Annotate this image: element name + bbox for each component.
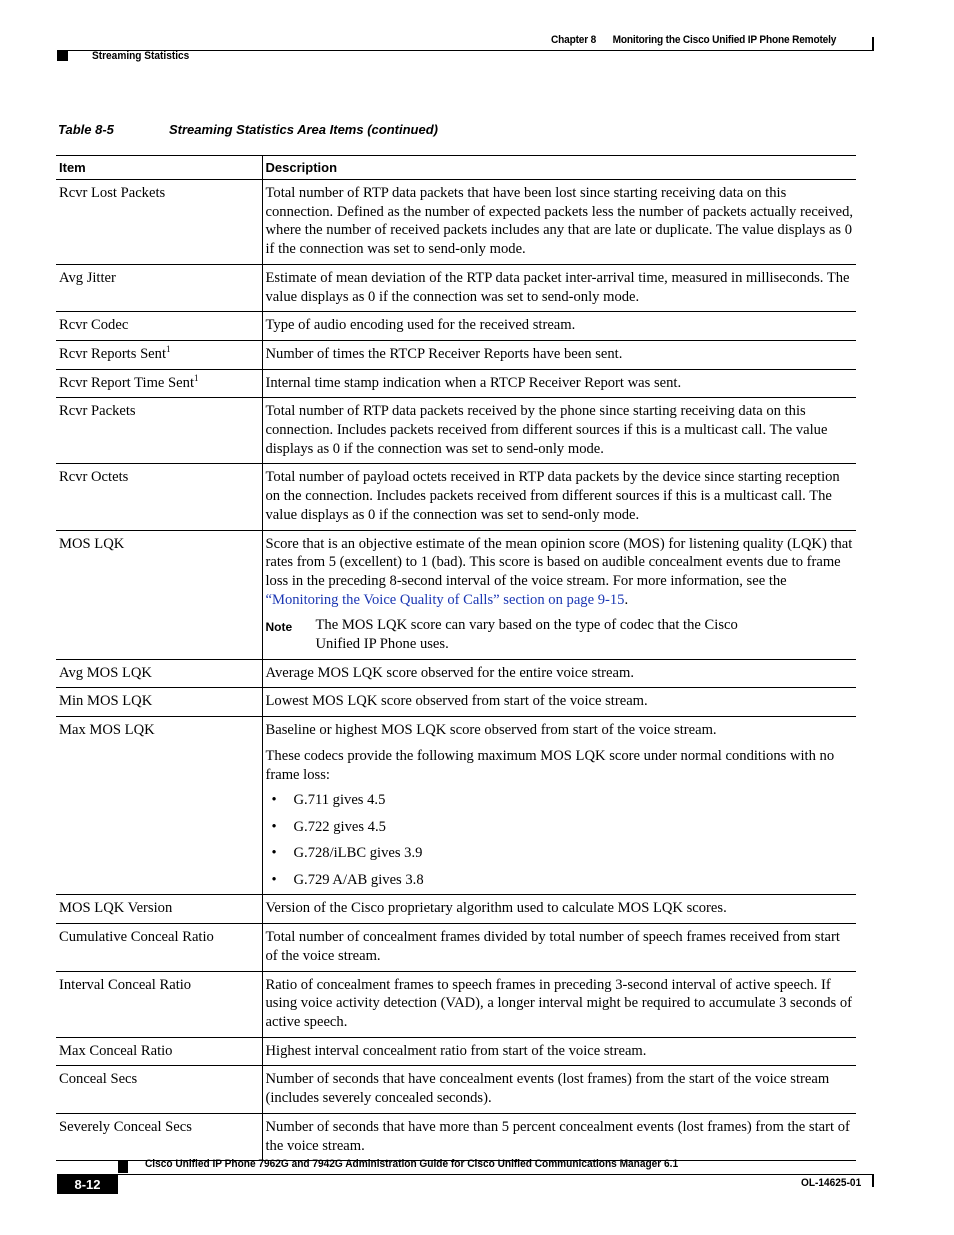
row-description: Number of seconds that have concealment events (lost frames) from the start of the voice stream (includes severely concealed seconds). [262, 1066, 856, 1113]
streaming-stats-table [56, 155, 856, 1161]
row-item [56, 340, 262, 369]
bullet-icon: • [271, 792, 277, 809]
header-bar [872, 37, 874, 50]
row-item: Rcvr Octets [56, 464, 262, 530]
list-item [266, 844, 855, 863]
row-text: Score that is an objective estimate of the mean opinion score (MOS) for listening quality (LQK) that rates from 5 (excellent) to 1 (bad). This score is based on audible concealment events due to frame loss in the preceding 8-second interval of the voice stream. For more information, see the [265, 535, 853, 589]
row-description: Number of times the RTCP Receiver Reports have been sent. [262, 340, 856, 369]
row-item-label: Rcvr Reports Sent [59, 345, 167, 362]
row-text-end: . [624, 591, 629, 608]
row-item: Min MOS LQK [56, 688, 262, 717]
column-header-description: Description [262, 156, 856, 180]
table-caption [58, 122, 438, 137]
row-description: Total number of RTP data packets received by the phone since starting receiving data on this connection. Includes packets received from different sources if this is a multicast call. The value displays as 0 if the connection was set to send-only mode. [262, 398, 856, 464]
note-label: Note [265, 620, 293, 635]
list-item-text: G.728/iLBC gives 3.9 [293, 845, 423, 862]
row-description [262, 717, 856, 895]
row-item: Rcvr Lost Packets [56, 180, 262, 265]
footer-block [118, 1161, 128, 1173]
footer-rule [118, 1174, 874, 1175]
table-number: Table 8-5 [58, 122, 114, 137]
table-row [56, 895, 856, 924]
footer-title: Cisco Unified IP Phone 7962G and 7942G Administration Guide for Cisco Unified Communications Manager 6.1 [145, 1158, 679, 1170]
row-description: Number of seconds that have more than 5 percent concealment events (lost frames) from the start of the voice stream. [262, 1113, 856, 1160]
table-row [56, 1037, 856, 1066]
list-item [266, 871, 855, 890]
column-header-item: Item [56, 156, 262, 180]
row-paragraph [266, 535, 855, 610]
table-header-row [56, 156, 856, 180]
list-item-text: G.722 gives 4.5 [293, 818, 386, 835]
row-description: Average MOS LQK score observed for the entire voice stream. [262, 659, 856, 688]
table-row [56, 180, 856, 265]
document-id: OL-14625-01 [801, 1177, 862, 1189]
row-item: Rcvr Packets [56, 398, 262, 464]
table-row [56, 1113, 856, 1160]
list-item [266, 818, 855, 837]
row-item: MOS LQK [56, 530, 262, 659]
header-block [57, 50, 68, 61]
row-item: Interval Conceal Ratio [56, 971, 262, 1037]
row-paragraph: Baseline or highest MOS LQK score observed from start of the voice stream. [265, 722, 717, 739]
row-description: Type of audio encoding used for the received stream. [262, 312, 856, 341]
table-row [56, 312, 856, 341]
table-row [56, 659, 856, 688]
note-text: The MOS LQK score can vary based on the type of codec that the Cisco Unified IP Phone uses. [315, 617, 738, 653]
chapter-header [551, 34, 836, 46]
row-description: Ratio of concealment frames to speech frames in preceding 3-second interval of active speech. If using voice activity detection (VAD), a longer interval might be required to accumulate 3 seconds of active speech. [262, 971, 856, 1037]
row-description: Total number of concealment frames divided by total number of speech frames received from start of the voice stream. [262, 924, 856, 971]
table-row [56, 340, 856, 369]
bullet-icon: • [271, 845, 277, 862]
section-header: Streaming Statistics [92, 50, 190, 62]
row-item [56, 369, 262, 398]
table-row [56, 717, 856, 895]
table-row [56, 264, 856, 311]
list-item-text: G.729 A/AB gives 3.8 [293, 871, 424, 888]
table-row [56, 530, 856, 659]
row-item: Max MOS LQK [56, 717, 262, 895]
footnote-marker: 1 [194, 372, 199, 383]
bullet-icon: • [271, 871, 277, 888]
row-description: Total number of RTP data packets that have been lost since starting receiving data on this connection. Defined as the number of expected packets less the number of packets actually received, where the number of received packets includes any that are late or duplicate. The value displays as 0 if the connection was set to send-only mode. [262, 180, 856, 265]
table-row [56, 398, 856, 464]
row-paragraph: These codecs provide the following maximum MOS LQK score under normal conditions with no frame loss: [265, 747, 835, 783]
table-row [56, 1066, 856, 1113]
row-description: Total number of payload octets received in RTP data packets by the device since starting reception on the connection. Includes packets received from different sources if this is a multicast call. The value displays as 0 if the connection was set to send-only mode. [262, 464, 856, 530]
row-description: Internal time stamp indication when a RTCP Receiver Report was sent. [262, 369, 856, 398]
row-item: Max Conceal Ratio [56, 1037, 262, 1066]
row-description [262, 530, 856, 659]
row-description: Lowest MOS LQK score observed from start of the voice stream. [262, 688, 856, 717]
row-item-label: Rcvr Report Time Sent [59, 374, 194, 391]
row-item: Conceal Secs [56, 1066, 262, 1113]
table-row [56, 369, 856, 398]
bullet-icon: • [271, 818, 277, 835]
codec-list [266, 791, 855, 889]
table-title: Streaming Statistics Area Items (continued) [169, 122, 438, 137]
table-row [56, 971, 856, 1037]
row-item: Rcvr Codec [56, 312, 262, 341]
list-item [266, 791, 855, 810]
row-description: Estimate of mean deviation of the RTP data packet inter-arrival time, measured in milliseconds. The value displays as 0 if the connection was set to send-only mode. [262, 264, 856, 311]
row-item: Severely Conceal Secs [56, 1113, 262, 1160]
table-row [56, 688, 856, 717]
footnote-marker: 1 [166, 344, 171, 355]
row-description: Version of the Cisco proprietary algorithm used to calculate MOS LQK scores. [262, 895, 856, 924]
page-number: 8-12 [57, 1174, 118, 1194]
chapter-number: Chapter 8 [551, 34, 597, 46]
row-item: MOS LQK Version [56, 895, 262, 924]
note-block [266, 616, 855, 653]
chapter-title: Monitoring the Cisco Unified IP Phone Remotely [612, 34, 837, 46]
table-row [56, 464, 856, 530]
voice-quality-link[interactable]: “Monitoring the Voice Quality of Calls” section on page 9-15 [265, 591, 625, 608]
row-item: Avg MOS LQK [56, 659, 262, 688]
footer-bar [872, 1174, 874, 1187]
row-item: Cumulative Conceal Ratio [56, 924, 262, 971]
list-item-text: G.711 gives 4.5 [293, 792, 386, 809]
row-item: Avg Jitter [56, 264, 262, 311]
table-row [56, 924, 856, 971]
row-description: Highest interval concealment ratio from start of the voice stream. [262, 1037, 856, 1066]
